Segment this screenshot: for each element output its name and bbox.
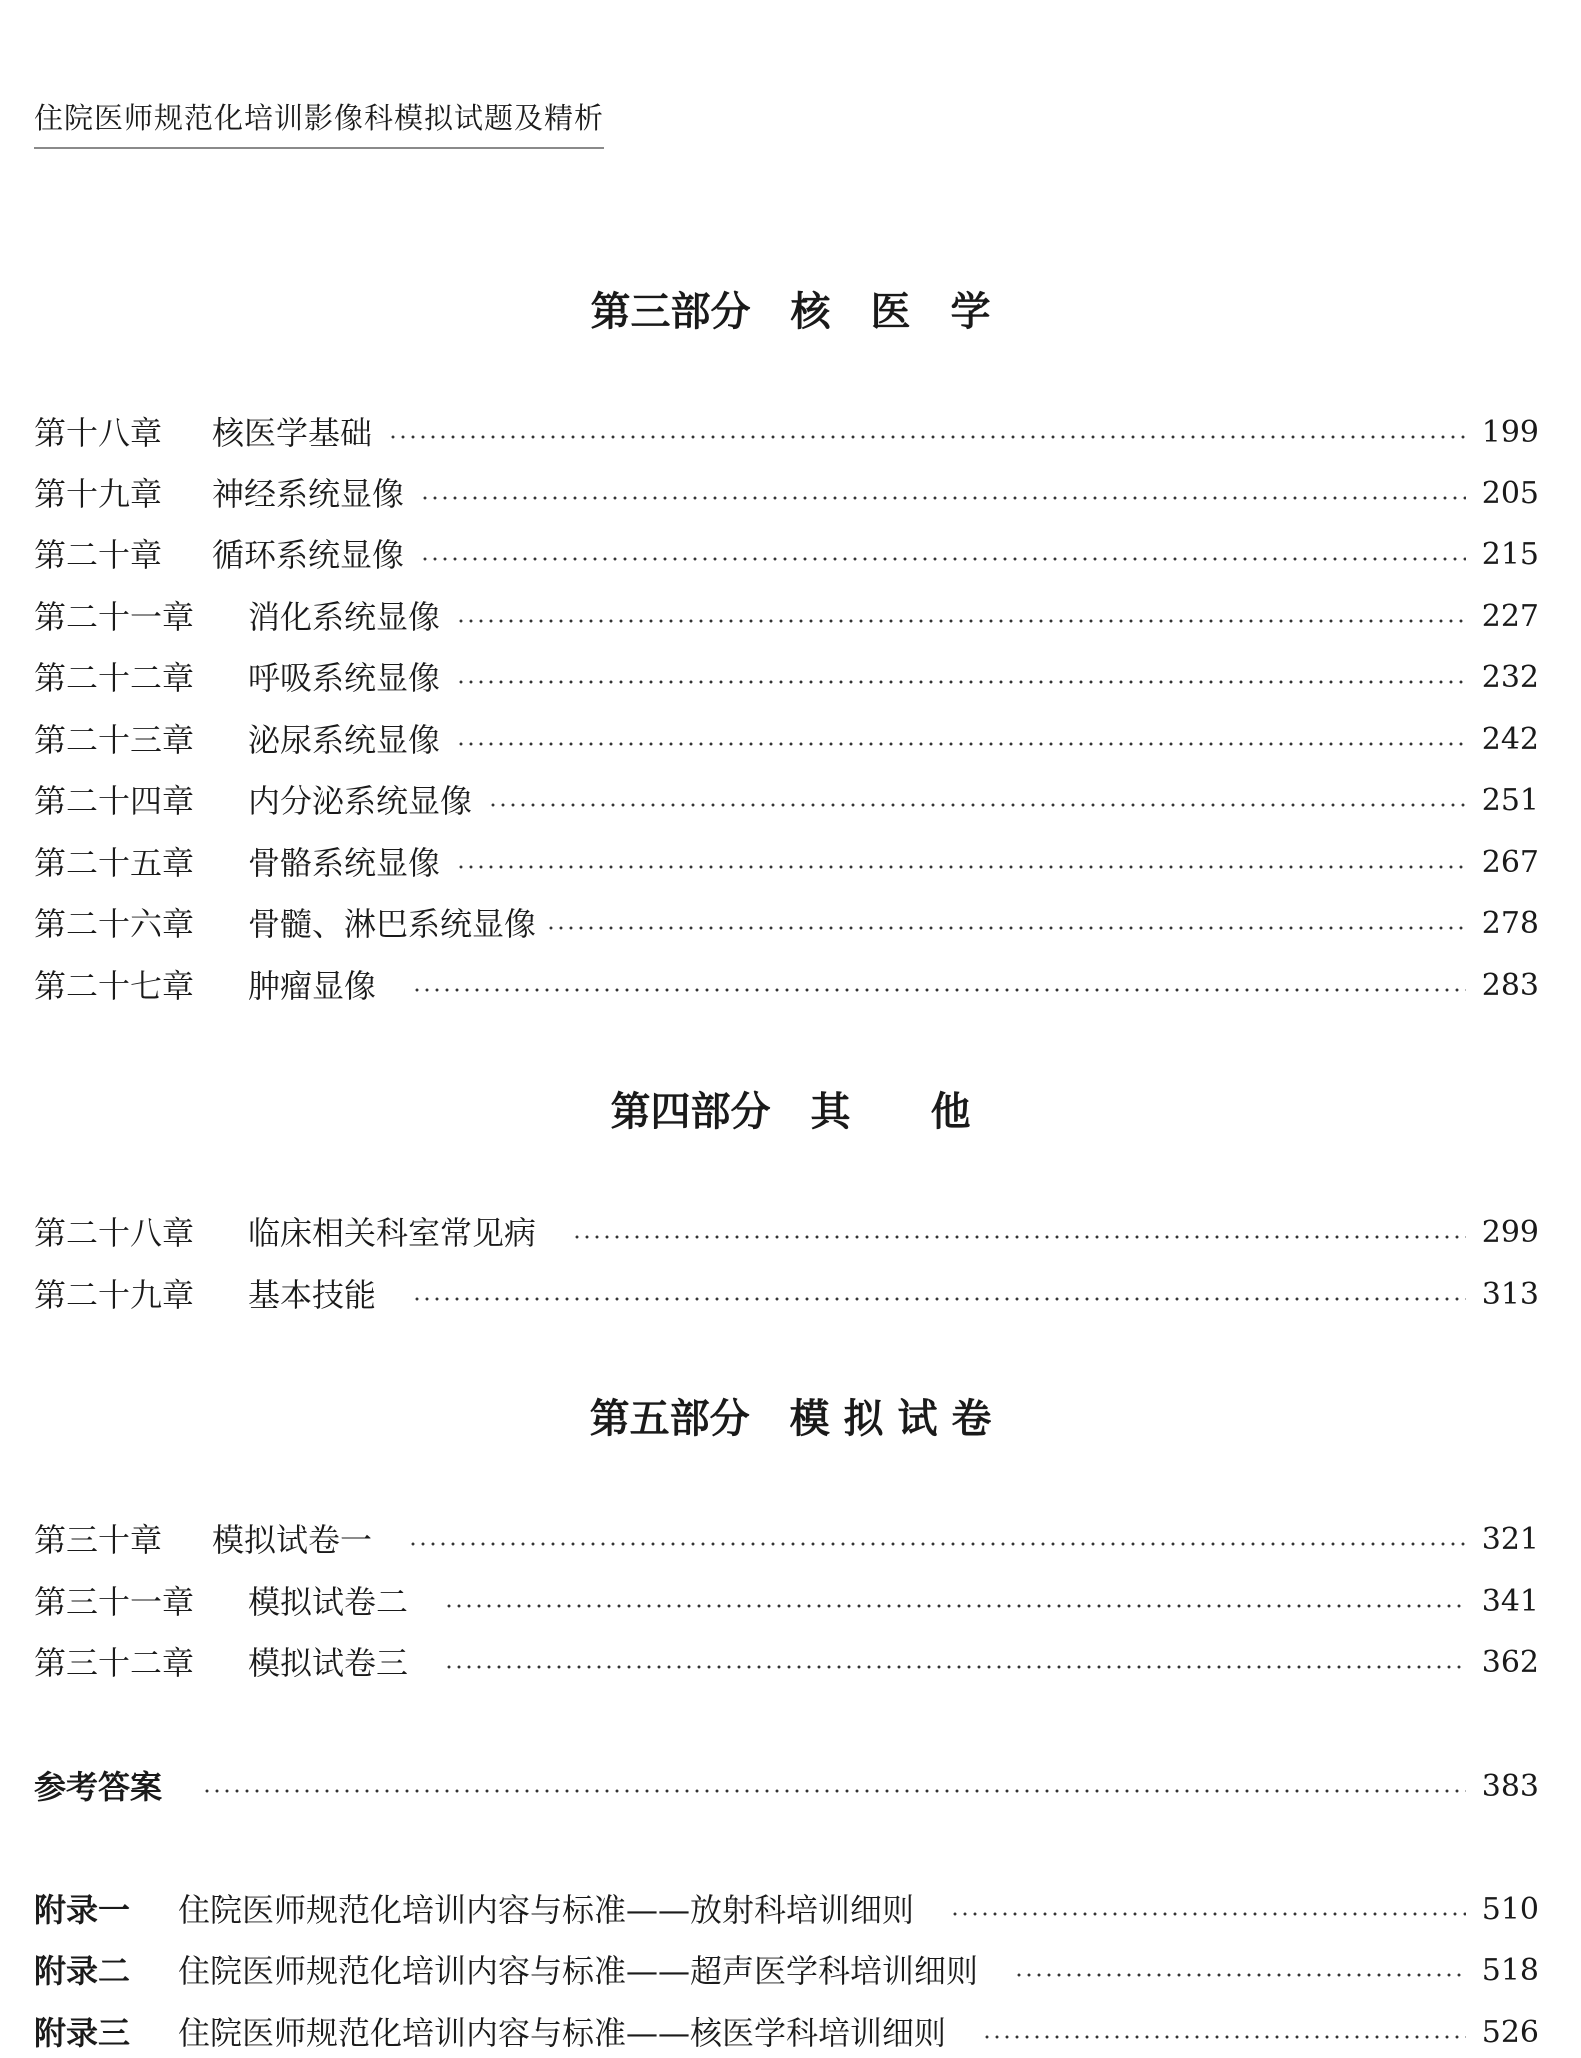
- chapter-title: 模拟试卷一: [212, 1521, 373, 1559]
- chapter-title: 骨髓、淋巴系统显像: [248, 905, 537, 943]
- dot-leader: [1014, 1973, 1466, 1977]
- toc-entry-ch30[interactable]: [34, 1515, 1539, 1565]
- toc-entry-appendix-2[interactable]: [34, 1946, 1539, 1996]
- toc-entry-ch28[interactable]: [34, 1208, 1539, 1258]
- dot-leader: [420, 557, 1466, 561]
- answers-label: 参考答案: [34, 1768, 163, 1806]
- dot-leader: [202, 1789, 1466, 1793]
- chapter-title: 泌尿系统显像: [248, 721, 441, 759]
- toc-entry-ch23[interactable]: [34, 715, 1539, 765]
- page-number: 199: [1481, 415, 1539, 450]
- chapter-number: 第三十二章: [34, 1644, 195, 1682]
- dot-leader: [950, 1912, 1466, 1916]
- chapter-number: 第二十七章: [34, 967, 195, 1005]
- appendix-label: 附录二: [34, 1952, 131, 1990]
- chapter-title: 核医学基础: [212, 414, 373, 452]
- chapter-number: 第二十一章: [34, 598, 195, 636]
- dot-leader: [388, 435, 1466, 439]
- dot-leader: [546, 926, 1466, 930]
- toc-entry-ch22[interactable]: [34, 653, 1539, 703]
- page-number: 267: [1481, 845, 1539, 880]
- running-header: 住院医师规范化培训影像科模拟试题及精析: [34, 96, 604, 149]
- chapter-number: 第二十章: [34, 536, 163, 574]
- appendix-label: 附录一: [34, 1891, 131, 1929]
- toc-entry-ch24[interactable]: [34, 776, 1539, 826]
- dot-leader: [444, 1604, 1466, 1608]
- page-number: 242: [1481, 722, 1539, 757]
- chapter-number: 第二十八章: [34, 1214, 195, 1252]
- page-number: 283: [1481, 968, 1539, 1003]
- chapter-number: 第三十章: [34, 1521, 163, 1559]
- page-number: 383: [1481, 1769, 1539, 1804]
- toc-entry-ch19[interactable]: [34, 469, 1539, 519]
- toc-entry-appendix-3[interactable]: [34, 2008, 1539, 2058]
- chapter-number: 第二十六章: [34, 905, 195, 943]
- page-number: 526: [1481, 2015, 1539, 2050]
- chapter-title: 循环系统显像: [212, 536, 405, 574]
- chapter-title: 临床相关科室常见病: [248, 1214, 537, 1252]
- dot-leader: [982, 2035, 1466, 2039]
- toc-entry-ch18[interactable]: [34, 408, 1539, 458]
- chapter-title: 肿瘤显像: [248, 967, 377, 1005]
- toc-entry-ch29[interactable]: [34, 1270, 1539, 1320]
- page-number: 205: [1481, 476, 1539, 511]
- page-number: 341: [1481, 1584, 1539, 1619]
- dot-leader: [456, 742, 1466, 746]
- chapter-title: 呼吸系统显像: [248, 659, 441, 697]
- page-number: 313: [1481, 1277, 1539, 1312]
- chapter-title: 基本技能: [248, 1276, 377, 1314]
- page-number: 299: [1481, 1215, 1539, 1250]
- chapter-number: 第二十四章: [34, 782, 195, 820]
- page-number: 518: [1481, 1953, 1539, 1988]
- page-number: 232: [1481, 660, 1539, 695]
- appendix-title: 住院医师规范化培训内容与标准——放射科培训细则: [178, 1891, 915, 1929]
- page-number: 215: [1481, 537, 1539, 572]
- chapter-title: 神经系统显像: [212, 475, 405, 513]
- toc-entry-answers[interactable]: [34, 1762, 1539, 1812]
- chapter-number: 第二十九章: [34, 1276, 195, 1314]
- chapter-title: 消化系统显像: [248, 598, 441, 636]
- toc-entry-ch32[interactable]: [34, 1638, 1539, 1688]
- page-number: 510: [1481, 1892, 1539, 1927]
- page-number: 362: [1481, 1645, 1539, 1680]
- page-number: 251: [1481, 783, 1539, 818]
- toc-entry-ch25[interactable]: [34, 838, 1539, 888]
- dot-leader: [456, 619, 1466, 623]
- toc-entry-ch31[interactable]: [34, 1577, 1539, 1627]
- toc-entry-ch21[interactable]: [34, 592, 1539, 642]
- chapter-title: 骨骼系统显像: [248, 844, 441, 882]
- page-number: 278: [1481, 906, 1539, 941]
- chapter-title: 模拟试卷三: [248, 1644, 409, 1682]
- part4-title: 第四部分 其 他: [610, 1089, 971, 1135]
- chapter-title: 内分泌系统显像: [248, 782, 473, 820]
- chapter-number: 第十八章: [34, 414, 163, 452]
- part5-title: 第五部分 模 拟 试 卷: [589, 1396, 992, 1442]
- dot-leader: [572, 1235, 1466, 1239]
- dot-leader: [412, 1297, 1466, 1301]
- chapter-number: 第十九章: [34, 475, 163, 513]
- chapter-number: 第二十二章: [34, 659, 195, 697]
- chapter-title: 模拟试卷二: [248, 1583, 409, 1621]
- appendix-label: 附录三: [34, 2014, 131, 2052]
- toc-entry-appendix-1[interactable]: [34, 1885, 1539, 1935]
- toc-entry-ch20[interactable]: [34, 530, 1539, 580]
- part3-title: 第三部分 核 医 学: [590, 289, 991, 335]
- page-number: 321: [1481, 1522, 1539, 1557]
- page-number: 227: [1481, 599, 1539, 634]
- appendix-title: 住院医师规范化培训内容与标准——核医学科培训细则: [178, 2014, 947, 2052]
- dot-leader: [456, 680, 1466, 684]
- chapter-number: 第二十五章: [34, 844, 195, 882]
- dot-leader: [444, 1665, 1466, 1669]
- chapter-number: 第三十一章: [34, 1583, 195, 1621]
- dot-leader: [488, 803, 1466, 807]
- toc-entry-ch26[interactable]: [34, 899, 1539, 949]
- chapter-number: 第二十三章: [34, 721, 195, 759]
- dot-leader: [408, 1542, 1466, 1546]
- dot-leader: [412, 988, 1466, 992]
- dot-leader: [456, 865, 1466, 869]
- toc-entry-ch27[interactable]: [34, 961, 1539, 1011]
- appendix-title: 住院医师规范化培训内容与标准——超声医学科培训细则: [178, 1952, 979, 1990]
- dot-leader: [420, 496, 1466, 500]
